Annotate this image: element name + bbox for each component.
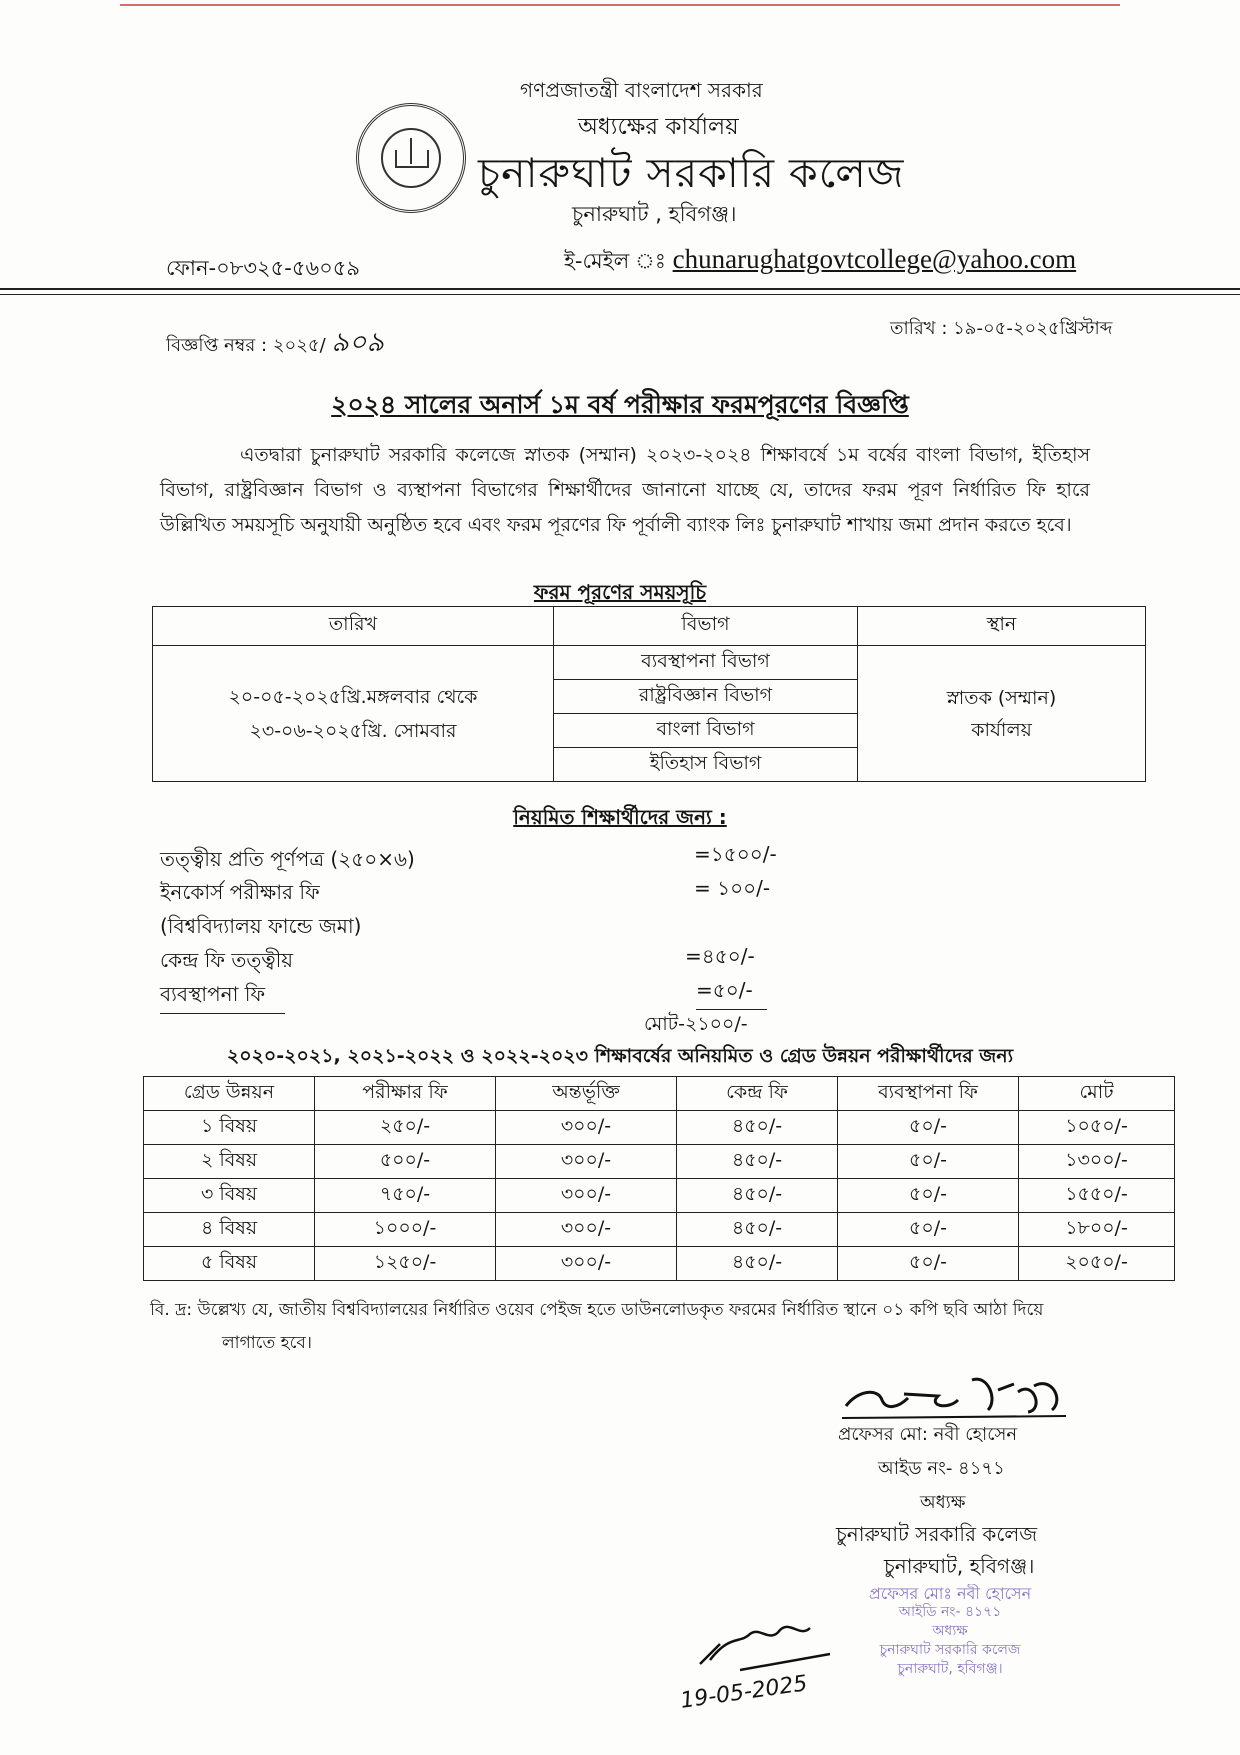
grade-cell: ১৩০০/-	[1019, 1145, 1175, 1179]
table-row	[144, 1179, 1175, 1213]
fee-amount: =৪৫০/-	[685, 944, 755, 968]
fee-total: মোট-২১০০/-	[644, 1013, 748, 1035]
signatory-address: চুনারুঘাট, হবিগঞ্জ।	[884, 1554, 1035, 1578]
fee-label: তত্ত্বীয় প্রতি পূর্ণপত্র (২৫০×৬)	[160, 847, 415, 871]
college-address: চুনারুঘাট , হবিগঞ্জ।	[572, 202, 737, 226]
grade-header: গ্রেড উন্নয়ন	[144, 1077, 315, 1111]
grade-cell: ৩০০/-	[496, 1179, 677, 1213]
office-line: অধ্যক্ষের কার্যালয়	[578, 114, 739, 140]
grade-header: কেন্দ্র ফি	[677, 1077, 838, 1111]
notice-date: তারিখ : ১৯-০৫-২০২৫খ্রিস্টাব্দ	[890, 318, 1113, 339]
notice-number-label: বিজ্ঞপ্তি নম্বর : ২০২৫/	[166, 335, 332, 356]
schedule-department: বাংলা বিভাগ	[554, 714, 858, 748]
table-row	[144, 1111, 1175, 1145]
grade-cell: ৭৫০/-	[315, 1179, 496, 1213]
fee-label: ব্যবস্থাপনা ফি	[160, 980, 285, 1014]
schedule-venue: স্নাতক (সম্মান) কার্যালয়	[858, 646, 1146, 782]
schedule-heading: ফরম পূরণের সময়সূচি	[533, 580, 707, 604]
grade-cell: ৫০/-	[838, 1179, 1019, 1213]
fee-amount: = ১০০/-	[694, 876, 771, 900]
grade-cell: ১০৫০/-	[1019, 1111, 1175, 1145]
email-line	[564, 244, 1076, 280]
principal-signature-icon	[838, 1370, 1068, 1426]
footnote: বি. দ্র: উল্লেখ্য যে, জাতীয় বিশ্ববিদ্যালয়ের নির্ধারিত ওয়েব পেইজ হতে ডাউনলোডকৃত ফরমের নির্ধারিত স্থানে ০১ কপি ছবি আঠা দিয়ে লাগাতে হবে।	[150, 1300, 1044, 1353]
header-divider-thin	[0, 294, 1240, 295]
grade-cell: ২ বিষয়	[144, 1145, 315, 1179]
grade-cell: ৩০০/-	[496, 1213, 677, 1247]
schedule-header-department: বিভাগ	[554, 607, 858, 646]
irregular-fee-heading: ২০২০-২০২১, ২০২১-২০২২ ও ২০২২-২০২৩ শিক্ষাবর্ষের অনিয়মিত ও গ্রেড উন্নয়ন পরীক্ষার্থীদের জন্য	[226, 1045, 1014, 1067]
grade-cell: ৪৫০/-	[677, 1145, 838, 1179]
grade-cell: ৪৫০/-	[677, 1247, 838, 1281]
notice-body: এতদ্বারা চুনারুঘাট সরকারি কলেজে স্নাতক (সম্মান) ২০২৩-২০২৪ শিক্ষাবর্ষে ১ম বর্ষের বাংলা বিভাগ, ইতিহাস বিভাগ, রাষ্ট্রবিজ্ঞান বিভাগ ও ব্যস্থাপনা বিভাগের শিক্ষার্থীদের জানানো যাচ্ছে যে, তাদের ফরম পূরণ নির্ধারিত ফি হারে উল্লিখিত সময়সূচি অনুযায়ী অনুষ্ঠিত হবে এবং ফরম পূরণের ফি পূর্বালী ব্যাংক লিঃ চুনারুঘাট শাখায় জমা প্রদান করতে হবে।	[160, 444, 1090, 536]
header-divider	[0, 288, 1240, 290]
schedule-date-range: ২০-০৫-২০২৫খ্রি.মঙ্গলবার থেকে ২৩-০৬-২০২৫খ্রি. সোমবার	[153, 646, 554, 782]
regular-fee-heading: নিয়মিত শিক্ষার্থীদের জন্য :	[513, 805, 727, 829]
grade-cell: ১ বিষয়	[144, 1111, 315, 1145]
grade-cell: ৩০০/-	[496, 1111, 677, 1145]
grade-cell: ৩০০/-	[496, 1247, 677, 1281]
grade-cell: ৩ বিষয়	[144, 1179, 315, 1213]
grade-cell: ৪৫০/-	[677, 1179, 838, 1213]
signatory-college: চুনারুঘাট সরকারি কলেজ	[836, 1522, 1038, 1546]
grade-header: পরীক্ষার ফি	[315, 1077, 496, 1111]
fee-label: কেন্দ্র ফি তত্ত্বীয়	[160, 948, 294, 972]
schedule-department: ইতিহাস বিভাগ	[554, 748, 858, 782]
grade-header: ব্যবস্থাপনা ফি	[838, 1077, 1019, 1111]
notice-number	[166, 322, 384, 367]
email-label: ই-মেইল ঃ	[564, 249, 673, 273]
college-name: চুনারুঘাট সরকারি কলেজ	[478, 149, 905, 197]
schedule-header-date: তারিখ	[153, 607, 554, 646]
grade-cell: ৩০০/-	[496, 1145, 677, 1179]
grade-cell: ৫ বিষয়	[144, 1247, 315, 1281]
schedule-table	[152, 606, 1146, 782]
grade-cell: ১৫৫০/-	[1019, 1179, 1175, 1213]
grade-header: মোট	[1019, 1077, 1175, 1111]
grade-cell: ২৫০/-	[315, 1111, 496, 1145]
schedule-department: ব্যবস্থাপনা বিভাগ	[554, 646, 858, 680]
second-signature-date: 19-05-2025	[678, 1671, 809, 1714]
grade-cell: ৫০/-	[838, 1145, 1019, 1179]
government-line: গণপ্রজাতন্ত্রী বাংলাদেশ সরকার	[520, 78, 763, 102]
email-address[interactable]: chunarughatgovtcollege@yahoo.com	[672, 244, 1077, 274]
top-edge-line	[120, 4, 1120, 6]
grade-cell: ১৮০০/-	[1019, 1213, 1175, 1247]
signatory-id: আইড নং- ৪১৭১	[878, 1458, 1005, 1479]
schedule-department: রাষ্ট্রবিজ্ঞান বিভাগ	[554, 680, 858, 714]
notice-number-handwritten: ৯০৯	[331, 327, 385, 358]
fee-label: (বিশ্ববিদ্যালয় ফান্ডে জমা)	[160, 914, 362, 938]
grade-cell: ৫০/-	[838, 1111, 1019, 1145]
grade-cell: ১০০০/-	[315, 1213, 496, 1247]
grade-cell: ২০৫০/-	[1019, 1247, 1175, 1281]
phone-number: ফোন-০৮৩২৫-৫৬০৫৯	[166, 256, 361, 280]
schedule-header-venue: স্থান	[858, 607, 1146, 646]
grade-cell: ৪ বিষয়	[144, 1213, 315, 1247]
official-stamp: প্রফেসর মোঃ নবী হোসেন আইডি নং- ৪১৭১ অধ্যক্ষ চুনারুঘাট সরকারি কলেজ চুনারুঘাট, হবিগঞ্জ।	[868, 1584, 1032, 1677]
grade-improvement-table	[143, 1076, 1175, 1281]
fee-amount: =১৫০০/-	[694, 842, 777, 866]
grade-cell: ৪৫০/-	[677, 1111, 838, 1145]
table-row	[144, 1145, 1175, 1179]
table-row	[144, 1213, 1175, 1247]
table-row	[144, 1247, 1175, 1281]
grade-cell: ১২৫০/-	[315, 1247, 496, 1281]
grade-cell: ৫০/-	[838, 1213, 1019, 1247]
grade-cell: ৫০০/-	[315, 1145, 496, 1179]
fee-label: ইনকোর্স পরীক্ষার ফি	[160, 880, 320, 904]
signatory-designation: অধ্যক্ষ	[920, 1492, 966, 1513]
grade-cell: ৫০/-	[838, 1247, 1019, 1281]
grade-cell: ৪৫০/-	[677, 1213, 838, 1247]
fee-amount: =৫০/-	[696, 976, 767, 1010]
college-seal-icon	[356, 103, 466, 213]
notice-title: ২০২৪ সালের অনার্স ১ম বর্ষ পরীক্ষার ফরমপূরণের বিজ্ঞপ্তি	[331, 390, 909, 419]
grade-header: অন্তর্ভূক্তি	[496, 1077, 677, 1111]
second-signature-icon	[680, 1604, 850, 1684]
signatory-name: প্রফেসর মো: নবী হোসেন	[838, 1424, 1018, 1445]
